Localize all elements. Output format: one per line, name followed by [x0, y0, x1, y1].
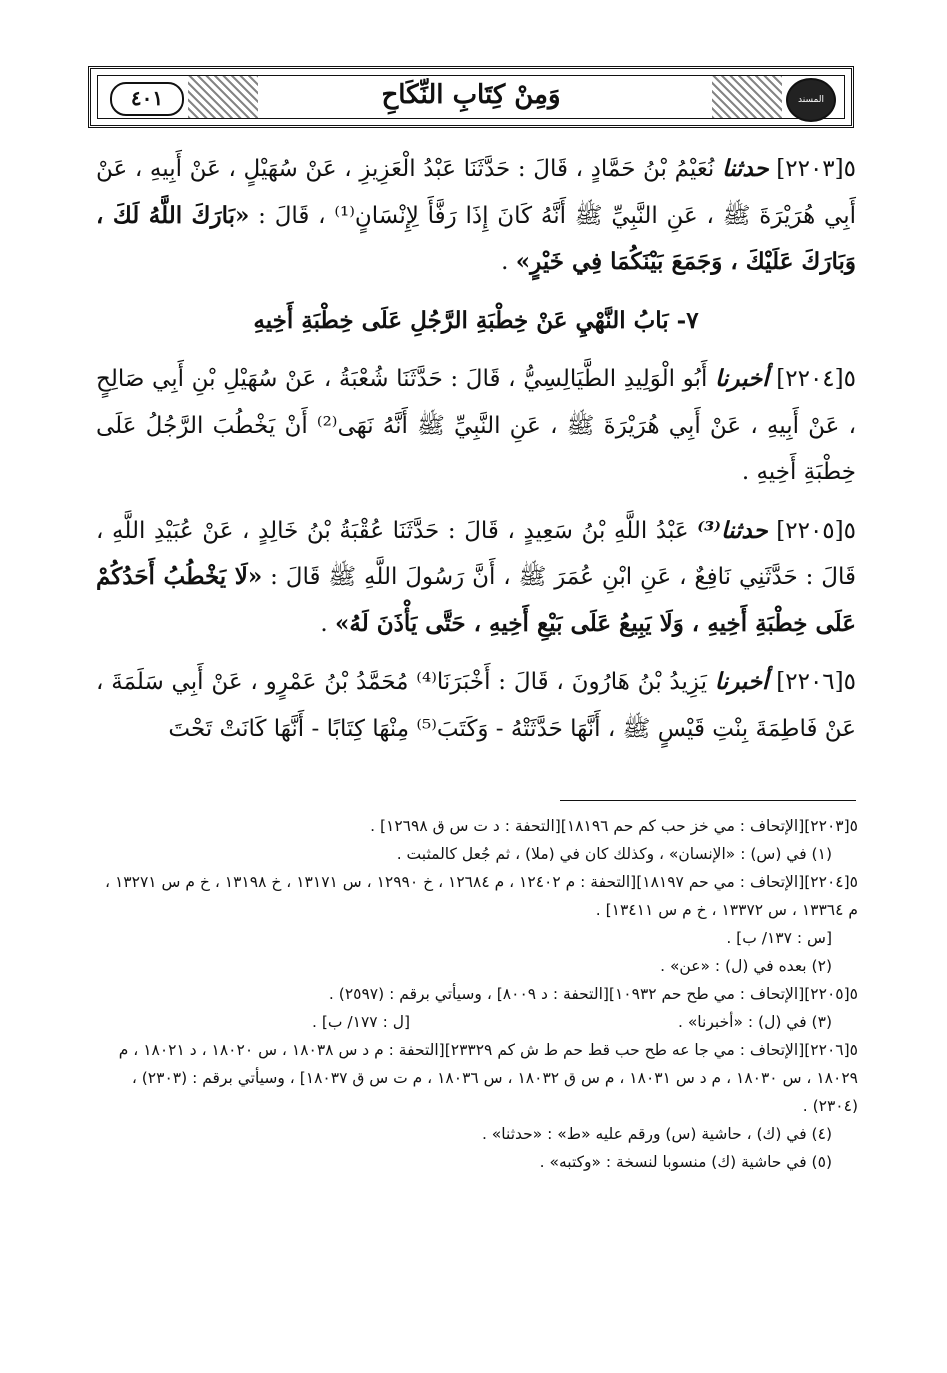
hadith-2205	[96, 508, 856, 648]
seal-logo: المسند	[786, 78, 836, 122]
footnote: (١) في (س) : «الإنسان» ، وكذلك كان في (ملا) ، ثم جُعل كالمثبت .	[396, 845, 832, 863]
hadith-2206	[96, 659, 856, 752]
page-number: ٤٠١	[110, 82, 184, 116]
prophet-words: «بَارَكَ اللَّهُ لَكَ ، وَبَارَكَ عَلَيْكَ ، وَجَمَعَ بَيْنَكُمَا فِي خَيْرٍ»	[96, 201, 856, 275]
footnote: ٥[٢٢٠٣][الإتحاف : مي خز حب كم حم ١٨١٩٦][التحفة : د ت س ق ١٢٦٩٨] .	[370, 817, 858, 835]
footnote-row	[92, 1008, 858, 1036]
header-frame	[97, 75, 845, 119]
footnote: [ل : ١٧٧/ ب] .	[312, 1013, 411, 1031]
footnote: ٥[٢٢٠٦][الإتحاف : مي جا عه طح حب قط حم ط ش كم ٢٣٣٢٩][التحفة : م د س ١٨٠٣٨ ، س ١٨٠٢٠ ، د ١٨٠٢١ ، م ١٨٠٢٩ ، س ١٨٠٣٠ ، م د س ١٨٠٣١ ، م س ق ١٨٠٣٢ ، س ١٨٠٣٦ ، م ت س ق ١٨٠٣٧] ، وسيأتي برقم : (٢٣٠٣) ، (٢٣٠٤) .	[118, 1041, 858, 1115]
prophet-words: «لَا يَخْطُبُ أَحَدُكُمْ عَلَى خِطْبَةِ أَخِيهِ ، وَلَا يَبِيعُ عَلَى بَيْعِ أَخِيهِ ، حَتَّى يَأْذَنَ لَهُ»	[96, 563, 856, 637]
footnote: (٢) بعده في (ل) : «عن» .	[660, 957, 832, 975]
footnote: [س : ١٣٧/ ب] .	[726, 929, 832, 947]
main-text	[96, 146, 856, 764]
hadith-text: نُعَيْمُ بْنُ حَمَّادٍ ، قَالَ : حَدَّثَنَا عَبْدُ الْعَزِيزِ ، عَنْ سُهَيْلٍ ، عَنْ أَبِيهِ ، عَنْ أَبِي هُرَيْرَةَ ﷺ ، عَنِ النَّبِيِّ ﷺ أَنَّهُ كَانَ إِذَا رَفَّأَ لِإِنْسَانٍ⁽¹⁾ ، قَالَ :	[96, 156, 856, 229]
transmission-word: أخبرنا	[714, 365, 769, 392]
hadith-number: ٥[٢٢٠٥]	[776, 517, 856, 544]
hadith-2203	[96, 146, 856, 286]
page-header	[88, 66, 854, 128]
hadith-text: يَزِيدُ بْنُ هَارُونَ ، قَالَ : أَخْبَرَنَا⁽⁴⁾ مُحَمَّدُ بْنُ عَمْرٍو ، عَنْ أَبِي سَلَمَةَ ، عَنْ فَاطِمَةَ بِنْتِ قَيْسٍ ﷺ ، أَنَّهَا حَدَّثَتْهُ - وَكَتَبَ⁽⁵⁾ مِنْهَا كِتَابًا - أَنَّهَا كَانَتْ تَحْتَ	[96, 669, 856, 742]
hadith-text: أَبُو الْوَلِيدِ الطَّيَالِسِيُّ ، قَالَ : حَدَّثَنَا شُعْبَةُ ، عَنْ سُهَيْلِ بْنِ أَبِي صَالِحٍ ، عَنْ أَبِيهِ ، عَنْ أَبِي هُرَيْرَةَ ﷺ ، عَنِ النَّبِيِّ ﷺ أَنَّهُ نَهَى⁽²⁾ أَنْ يَخْطُبَ الرَّجُلُ عَلَى خِطْبَةِ أَخِيهِ .	[96, 366, 856, 485]
footnote: ٥[٢٢٠٥][الإتحاف : مي طح حم ١٠٩٣٢][التحفة : د ٨٠٠٩] ، وسيأتي برقم : (٢٥٩٧) .	[328, 985, 858, 1003]
footnote: (٤) في (ك) ، حاشية (س) ورقم عليه «ط» : «حدثنا» .	[481, 1125, 832, 1143]
hadith-number: ٥[٢٢٠٦]	[776, 669, 856, 695]
hadith-text: عَبْدُ اللَّهِ بْنُ سَعِيدٍ ، قَالَ : حَدَّثَنَا عُقْبَةُ بْنُ خَالِدٍ ، عَنْ عُبَيْدِ اللَّهِ ، قَالَ : حَدَّثَنِي نَافِعٌ ، عَنِ ابْنِ عُمَرَ ﷺ ، أَنَّ رَسُولَ اللَّهِ ﷺ قَالَ :	[96, 517, 856, 590]
transmission-word: حدثنا⁽³⁾	[697, 516, 768, 544]
footnote: (٣) في (ل) : «أخبرنا» .	[677, 1013, 832, 1031]
footnote: (٥) في حاشية (ك) منسوبا لنسخة : «وكتبه» .	[539, 1153, 832, 1171]
hadith-tail: .	[501, 249, 516, 275]
running-title: وَمِنْ كِتَابِ النِّكَاحِ	[381, 80, 561, 110]
chapter-heading: ٧- بَابُ النَّهْيِ عَنْ خِطْبَةِ الرَّجُلِ عَلَى خِطْبَةِ أَخِيهِ	[253, 306, 699, 334]
footnote: ٥[٢٢٠٤][الإتحاف : مي حم ١٨١٩٧][التحفة : م ١٢٤٠٢ ، م ١٢٦٨٤ ، خ ١٢٩٩٠ ، س ١٣١٧١ ، خ ١٣١٩٨ ، خ م س ١٣٢٧١ ، م ١٣٣٦٤ ، س ١٣٣٧٢ ، خ م س ١٣٤١١] .	[105, 873, 858, 919]
footnote-separator	[560, 800, 856, 801]
transmission-word: حدثنا	[721, 155, 769, 182]
hadith-tail: .	[320, 610, 336, 637]
hadith-2204	[96, 356, 856, 496]
hadith-number: ٥[٢٢٠٤]	[776, 366, 857, 392]
footnotes	[92, 812, 858, 1176]
hadith-number: ٥[٢٢٠٣]	[776, 156, 856, 182]
transmission-word: أخبرنا	[714, 668, 769, 695]
